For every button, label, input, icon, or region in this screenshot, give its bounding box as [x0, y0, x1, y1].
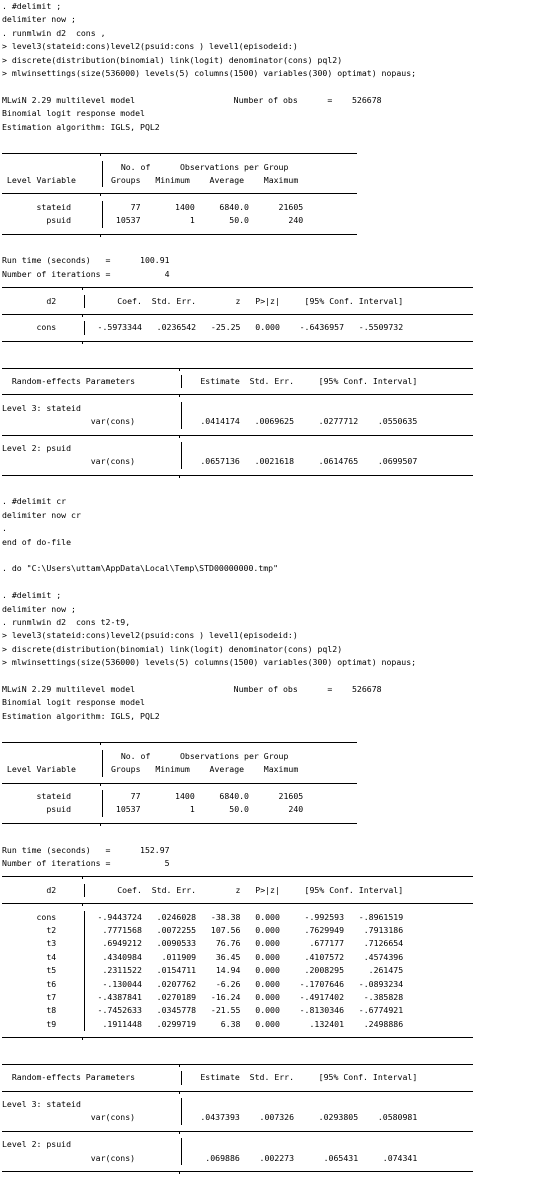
table-row [2, 321, 551, 334]
table-rule [2, 147, 551, 160]
row-label: t9 [2, 1018, 57, 1029]
table-divider [84, 1004, 85, 1017]
row-label: t3 [2, 938, 57, 949]
row-values: .4340984 .011909 36.45 0.000 .4107572 .4574396 [87, 951, 404, 962]
table-row [2, 214, 551, 227]
command-line: > level3(stateid:cons)level2(psuid:cons ) level1(episodeid:) [2, 630, 298, 641]
table-rule [2, 308, 551, 321]
table-divider [102, 174, 103, 187]
table-header [2, 763, 551, 776]
command-line: . runmlwin d2 cons , [2, 27, 106, 38]
table-header [2, 750, 551, 763]
table-rule [2, 817, 551, 830]
output-line: Run time (seconds) = 100.91 [2, 255, 170, 266]
command-line: . runmlwin d2 cons t2-t9, [2, 616, 131, 627]
table-row [2, 803, 551, 816]
table-rule [2, 1125, 551, 1138]
row-label: Random-effects Parameters [2, 375, 136, 386]
table-rule [2, 1085, 551, 1098]
command-line: > mlwinsettings(size(536000) levels(5) columns(1500) variables(300) optimat) nopaus; [2, 657, 417, 668]
row-label: psuid [2, 215, 72, 226]
command-line: > discrete(distribution(binomial) link(logit) denominator(cons) pql2) [2, 54, 343, 65]
table-row [2, 1152, 551, 1165]
row-label: d2 [2, 295, 57, 306]
table-row [2, 951, 551, 964]
blank-line [2, 241, 551, 254]
command-line: > mlwinsettings(size(536000) levels(5) columns(1500) variables(300) optimat) nopaus; [2, 67, 417, 78]
row-label: Level 3: stateid [2, 1099, 81, 1110]
table-rule [2, 736, 551, 749]
results-window [2, 0, 551, 1178]
table-group [2, 402, 551, 415]
blank-line [2, 576, 551, 589]
table-divider [102, 214, 103, 227]
table-divider [84, 924, 85, 937]
row-values: .0414174 .0069625 .0277712 .0550635 [185, 416, 418, 427]
output-line: Number of iterations = 5 [2, 858, 170, 868]
blank-line [2, 549, 551, 562]
row-label: t6 [2, 978, 57, 989]
table-row [2, 991, 551, 1004]
output-line: Estimation algorithm: IGLS, PQL2 [2, 710, 160, 721]
blank-line [2, 670, 551, 683]
table-rule [2, 897, 551, 910]
table-rule [2, 228, 551, 241]
table-row [2, 1111, 551, 1124]
row-label: psuid [2, 804, 72, 815]
row-label: t5 [2, 965, 57, 976]
table-row [2, 455, 551, 468]
table-row [2, 415, 551, 428]
blank-line [2, 1044, 551, 1057]
table-row [2, 1018, 551, 1031]
row-values: 77 1400 6840.0 21605 [106, 791, 304, 802]
command-line: > discrete(distribution(binomial) link(logit) denominator(cons) pql2) [2, 643, 343, 654]
row-values: -.7452633 .0345778 -21.55 0.000 -.8130346 -.6774921 [87, 1005, 404, 1016]
row-values: .069886 .002273 .065431 .074341 [185, 1152, 418, 1163]
table-rule [2, 187, 551, 200]
table-divider [102, 161, 103, 174]
table-divider [84, 1018, 85, 1031]
table-group [2, 442, 551, 455]
row-values: -.9443724 .0246028 -38.38 0.000 -.992593 -.8961519 [87, 911, 404, 922]
row-values: Estimate Std. Err. [95% Conf. Interval] [185, 375, 418, 386]
table-divider [181, 1138, 182, 1151]
table-divider [181, 415, 182, 428]
table-divider [102, 750, 103, 763]
row-label: t4 [2, 951, 57, 962]
output-line: MLwiN 2.29 multilevel model Number of obs = 526678 [2, 94, 382, 105]
table-divider [84, 951, 85, 964]
table-row [2, 924, 551, 937]
output-line: end of do-file [2, 536, 72, 547]
row-label: var(cons) [2, 1112, 136, 1123]
table-rule [2, 429, 551, 442]
row-label: d2 [2, 884, 57, 895]
table-divider [102, 790, 103, 803]
table-rule [2, 281, 551, 294]
table-divider [84, 964, 85, 977]
row-values: Groups Minimum Average Maximum [106, 764, 299, 775]
command-line: . #delimit ; [2, 1, 62, 11]
table-divider [84, 321, 85, 334]
row-values: 77 1400 6840.0 21605 [106, 201, 304, 212]
table-rule [2, 388, 551, 401]
table-rule [2, 1058, 551, 1071]
row-values: 10537 1 50.0 240 [106, 215, 304, 226]
table-header [2, 1071, 551, 1084]
output-line: delimiter now cr [2, 509, 81, 520]
blank-line [2, 348, 551, 361]
table-divider [181, 1098, 182, 1111]
row-label: Level 2: psuid [2, 1139, 72, 1150]
blank-line [2, 723, 551, 736]
output-line: MLwiN 2.29 multilevel model Number of obs = 526678 [2, 683, 382, 694]
table-divider [181, 1071, 182, 1084]
row-values: Groups Minimum Average Maximum [106, 175, 299, 186]
row-values: No. of Observations per Group [106, 161, 289, 172]
table-group [2, 1098, 551, 1111]
row-values: .7771568 .0072255 107.56 0.000 .7629949 .7913186 [87, 924, 404, 935]
table-divider [181, 375, 182, 388]
output-line: Run time (seconds) = 152.97 [2, 844, 170, 855]
table-divider [181, 455, 182, 468]
table-header [2, 295, 551, 308]
table-divider [181, 1152, 182, 1165]
row-label: t2 [2, 924, 57, 935]
row-values: -.130044 .0207762 -6.26 0.000 -.1707646 -.0893234 [87, 978, 404, 989]
row-values: Coef. Std. Err. z P>|z| [95% Conf. Interval] [87, 295, 404, 306]
table-row [2, 790, 551, 803]
table-divider [84, 884, 85, 897]
command-line: . do "C:\Users\uttam\AppData\Local\Temp\STD00000000.tmp" [2, 563, 279, 574]
row-label: cons [2, 322, 57, 333]
row-label: Level Variable [2, 175, 76, 186]
row-values: .1911448 .0299719 6.38 0.000 .132401 .2498886 [87, 1018, 404, 1029]
table-row [2, 201, 551, 214]
command-line: . #delimit cr [2, 496, 67, 507]
table-rule [2, 777, 551, 790]
table-group [2, 1138, 551, 1151]
row-label: Level 2: psuid [2, 442, 72, 453]
row-values: .6949212 .0090533 76.76 0.000 .677177 .7126654 [87, 938, 404, 949]
table-header [2, 884, 551, 897]
row-label: var(cons) [2, 456, 136, 467]
table-divider [102, 201, 103, 214]
command-line: . #delimit ; [2, 590, 62, 601]
row-label: Level Variable [2, 764, 76, 775]
command-line: > level3(stateid:cons)level2(psuid:cons ) level1(episodeid:) [2, 41, 298, 52]
table-rule [2, 335, 551, 348]
row-values: Coef. Std. Err. z P>|z| [95% Conf. Interval] [87, 884, 404, 895]
table-row [2, 1004, 551, 1017]
output-line: delimiter now ; [2, 14, 76, 25]
blank-line [2, 830, 551, 843]
table-header [2, 375, 551, 388]
table-divider [102, 763, 103, 776]
row-values: -.4387841 .0270189 -16.24 0.000 -.4917402 -.385828 [87, 991, 404, 1002]
row-values: Estimate Std. Err. [95% Conf. Interval] [185, 1072, 418, 1083]
command-line: . [2, 523, 7, 534]
output-line: delimiter now ; [2, 603, 76, 614]
output-line: Binomial logit response model [2, 697, 145, 708]
table-rule [2, 1165, 551, 1178]
table-rule [2, 870, 551, 883]
row-values: .0437393 .007326 .0293805 .0580981 [185, 1112, 418, 1123]
table-row [2, 964, 551, 977]
row-label: Random-effects Parameters [2, 1072, 136, 1083]
table-rule [2, 469, 551, 482]
table-rule [2, 362, 551, 375]
row-values: .2311522 .0154711 14.94 0.000 .2008295 .261475 [87, 965, 404, 976]
table-divider [84, 978, 85, 991]
blank-line [2, 134, 551, 147]
row-values: .0657136 .0021618 .0614765 .0699507 [185, 456, 418, 467]
row-label: Level 3: stateid [2, 402, 81, 413]
row-label: stateid [2, 201, 72, 212]
output-line: Binomial logit response model [2, 108, 145, 119]
table-divider [102, 803, 103, 816]
table-divider [84, 937, 85, 950]
table-row [2, 911, 551, 924]
row-label: var(cons) [2, 416, 136, 427]
blank-line [2, 80, 551, 93]
table-rule [2, 1031, 551, 1044]
row-label: t8 [2, 1005, 57, 1016]
row-values: 10537 1 50.0 240 [106, 804, 304, 815]
table-header [2, 161, 551, 174]
table-divider [84, 295, 85, 308]
table-divider [181, 442, 182, 455]
table-divider [84, 991, 85, 1004]
table-divider [181, 402, 182, 415]
table-divider [181, 1111, 182, 1124]
row-label: cons [2, 911, 57, 922]
row-values: No. of Observations per Group [106, 750, 289, 761]
blank-line [2, 482, 551, 495]
output-line: Number of iterations = 4 [2, 268, 170, 279]
row-label: t7 [2, 991, 57, 1002]
output-line: Estimation algorithm: IGLS, PQL2 [2, 121, 160, 132]
table-divider [84, 911, 85, 924]
table-header [2, 174, 551, 187]
row-values: -.5973344 .0236542 -25.25 0.000 -.6436957 -.5509732 [87, 322, 404, 333]
row-label: var(cons) [2, 1152, 136, 1163]
table-row [2, 978, 551, 991]
row-label: stateid [2, 791, 72, 802]
table-row [2, 937, 551, 950]
